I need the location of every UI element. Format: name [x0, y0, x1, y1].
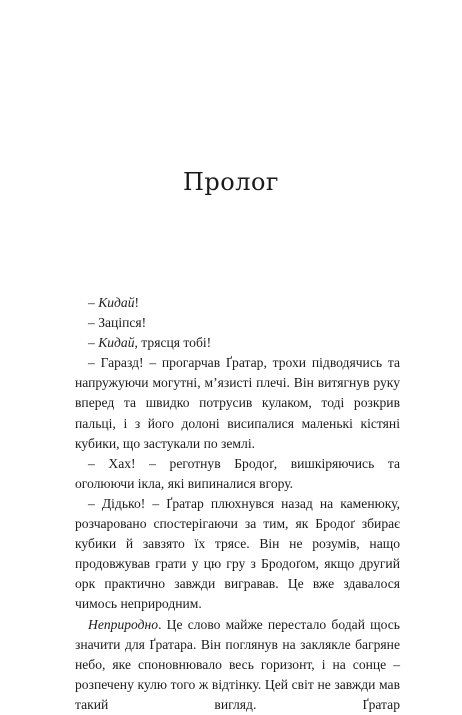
- text-run: , трясця тобі!: [134, 335, 212, 351]
- text-run: . Це слово майже перестало бодай щось значити для Ґратара. Він поглянув на заклякле багряне небо, яке споновнювало весь горизонт, і на сонце – розпечену кулю того ж відтінку. Цей світ не завжди мав такий вигляд. Ґратар: [75, 616, 400, 712]
- text-run: – Гаразд! – прогарчав Ґратар, трохи підводячись та напружуючи могутні, м’язисті плечі. Він витягнув руку вперед та швидко потрусив кулаком, тоді розкрив пальці, і з його долоні висипалися маленькі кістяні кубики, що застукали по землі.: [75, 355, 400, 451]
- paragraph: [75, 333, 400, 353]
- paragraph: [75, 454, 400, 494]
- text-run: –: [88, 335, 99, 351]
- italic-run: Неприродно: [88, 616, 159, 632]
- paragraph: [75, 615, 400, 715]
- text-run: –: [88, 295, 99, 310]
- body-text: [75, 293, 400, 715]
- paragraph: [75, 313, 400, 333]
- paragraph: [75, 353, 400, 453]
- text-run: – Хах! – реготнув Бродоґ, вишкіряючись та оголюючи ікла, які випиналися вгору.: [75, 455, 400, 491]
- paragraph: [75, 494, 400, 615]
- italic-run: Кидай: [98, 295, 135, 310]
- text-run: – Заціпся!: [88, 315, 147, 331]
- italic-run: Кидай: [98, 335, 135, 351]
- text-run: !: [134, 295, 140, 310]
- chapter-title: Пролог: [182, 168, 279, 196]
- text-run: – Дідько! – Ґратар плюхнувся назад на каменюку, розчаровано спостерігаючи за тим, як Бродоґ збирає кубики й завзято їх трясе. Він не розумів, нащо продовжував грати у цю гру з Бродоґом, якщо другий орк практично завжди вигравав. Це вже здавалося чимось неприродним.: [75, 495, 400, 612]
- paragraph: [75, 293, 400, 313]
